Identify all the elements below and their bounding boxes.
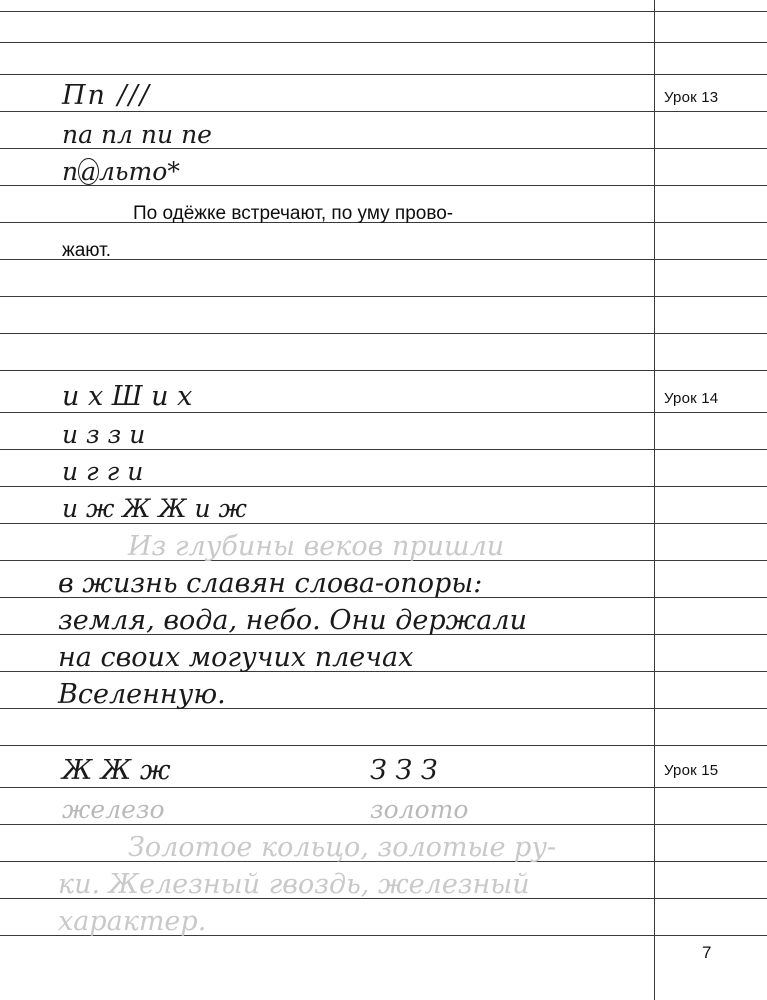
vocabulary-stressed-letter: а bbox=[78, 158, 99, 185]
lesson14-text-line-1: Из глубины веков пришли bbox=[128, 531, 505, 562]
page-number: 7 bbox=[702, 943, 712, 962]
lesson13-syllables-row: па пл пи пе bbox=[62, 120, 212, 149]
lesson13-pattern-row: Пп /// bbox=[62, 80, 151, 111]
lesson-label-14: Урок 14 bbox=[664, 390, 719, 407]
lesson14-pattern-row-4: и ж Ж Ж и ж bbox=[62, 494, 247, 523]
rule-line bbox=[0, 745, 767, 746]
lesson13-proverb-line-1: По одёжке встречают, по уму прово- bbox=[133, 203, 454, 224]
rule-line bbox=[0, 111, 767, 112]
rule-line bbox=[0, 787, 767, 788]
lesson13-proverb-line-2: жают. bbox=[62, 240, 111, 261]
rule-line bbox=[0, 449, 767, 450]
rule-line bbox=[0, 74, 767, 75]
rule-line bbox=[0, 412, 767, 413]
lesson15-pattern-right: З З З bbox=[370, 755, 438, 786]
lesson-label-15: Урок 15 bbox=[664, 762, 719, 779]
lesson15-text-line-2: ки. Железный гвоздь, железный bbox=[58, 869, 530, 900]
rule-line bbox=[0, 486, 767, 487]
lesson15-text-line-1: Золотое кольцо, золотые ру- bbox=[128, 832, 557, 863]
lesson14-text-line-3: земля, вода, небо. Они держали bbox=[58, 605, 527, 636]
lesson15-word-left: железо bbox=[62, 795, 165, 824]
lesson14-pattern-row-3: и г г и bbox=[62, 457, 144, 486]
lesson13-vocabulary-word bbox=[62, 157, 180, 186]
rule-line bbox=[0, 259, 767, 260]
lesson14-text-line-4: на своих могучих плечах bbox=[58, 642, 414, 673]
rule-line bbox=[0, 523, 767, 524]
rule-line bbox=[0, 296, 767, 297]
vocabulary-word-prefix: п bbox=[62, 157, 79, 186]
vocabulary-word-suffix: льто bbox=[99, 157, 168, 186]
lesson14-pattern-row-2: и з з и bbox=[62, 420, 146, 449]
lesson14-text-line-5: Вселенную. bbox=[58, 679, 226, 710]
rule-line bbox=[0, 333, 767, 334]
rule-line bbox=[0, 11, 767, 12]
lesson15-text-line-3: характер. bbox=[58, 906, 207, 937]
lesson-label-13: Урок 13 bbox=[664, 89, 719, 106]
lesson14-pattern-row-1: и х Ш и х bbox=[62, 381, 193, 412]
rule-line bbox=[0, 370, 767, 371]
vocabulary-asterisk: * bbox=[167, 157, 180, 186]
rule-line bbox=[0, 42, 767, 43]
margin-rule bbox=[654, 0, 655, 1000]
lesson15-word-right: золото bbox=[370, 795, 469, 824]
rule-line bbox=[0, 824, 767, 825]
lesson15-pattern-left: Ж Ж ж bbox=[62, 755, 171, 786]
lesson14-text-line-2: в жизнь славян слова-опоры: bbox=[58, 568, 483, 599]
